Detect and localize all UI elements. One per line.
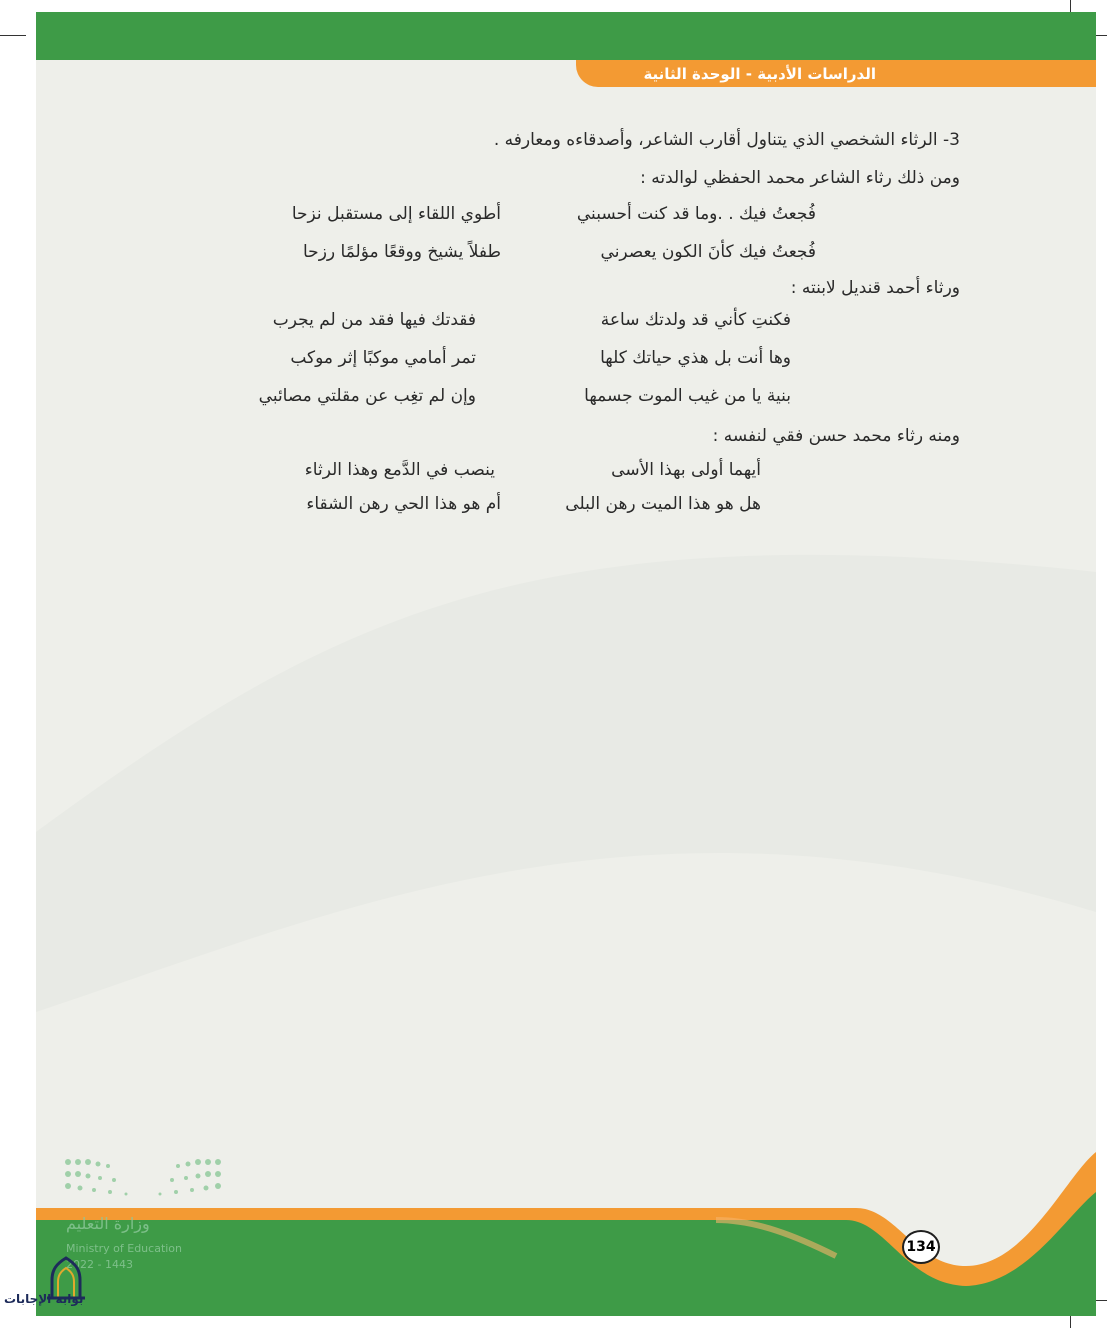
poem-verse-left: ينصب في الدَّمع وهذا الرثاء	[304, 460, 495, 480]
site-watermark: بوابة الإجابات	[4, 1292, 84, 1306]
page-number: 134	[902, 1230, 940, 1264]
poem-verse-left: أم هو هذا الحي رهن الشقاء	[306, 494, 501, 514]
top-green-band	[36, 12, 1096, 60]
poem-verse-left: تمر أمامي موكبًا إثر موكب	[290, 348, 476, 368]
ministry-year: 2022 - 1443	[66, 1258, 133, 1271]
paragraph: ومن ذلك رثاء الشاعر محمد الحفظي لوالدته :	[640, 168, 960, 188]
ministry-name-en: Ministry of Education	[66, 1242, 183, 1255]
ministry-logo-dots	[62, 1156, 232, 1200]
poem-verse-right: فُجعتُ فيك . .وما قد كنت أحسبني	[576, 204, 816, 224]
paragraph: 3- الرثاء الشخصي الذي يتناول أقارب الشاعر، وأصدقاءه ومعارفه .	[493, 130, 960, 150]
crop-mark	[0, 35, 26, 36]
poem-verse-right: فُجعتُ فيك كأنَ الكون يعصرني	[600, 242, 816, 262]
poem-verse-left: طفلاً يشيخ ووقعًا مؤلمًا رزحا	[303, 242, 501, 262]
poem-verse-left: وإن لم تغِب عن مقلتي مصائبي	[258, 386, 476, 406]
ministry-name-ar: وزارة التعليم	[66, 1214, 150, 1233]
poem-verse-left: أطوي اللقاء إلى مستقبل نزحا	[291, 204, 501, 224]
poem-verse-right: أيهما أولى بهذا الأسى	[611, 460, 761, 480]
textbook-page	[36, 12, 1096, 1316]
poem-verse-right: بنية يا من غيب الموت جسمها	[584, 386, 791, 406]
poem-verse-right: فكنتِ كأني قد ولدتك ساعة	[600, 310, 791, 330]
header-strip	[576, 60, 1096, 87]
unit-title: الدراسات الأدبية - الوحدة الثانية	[643, 64, 876, 83]
footer-wave	[36, 1116, 1096, 1316]
poem-verse-right: هل هو هذا الميت رهن البلى	[565, 494, 761, 514]
paragraph: ومنه رثاء محمد حسن فقي لنفسه :	[712, 426, 960, 446]
poem-verse-left: فقدتك فيها فقد من لم يجرب	[272, 310, 476, 330]
poem-verse-right: وها أنت بل هذي حياتك كلها	[600, 348, 791, 368]
paragraph: ورثاء أحمد قنديل لابنته :	[790, 278, 960, 298]
